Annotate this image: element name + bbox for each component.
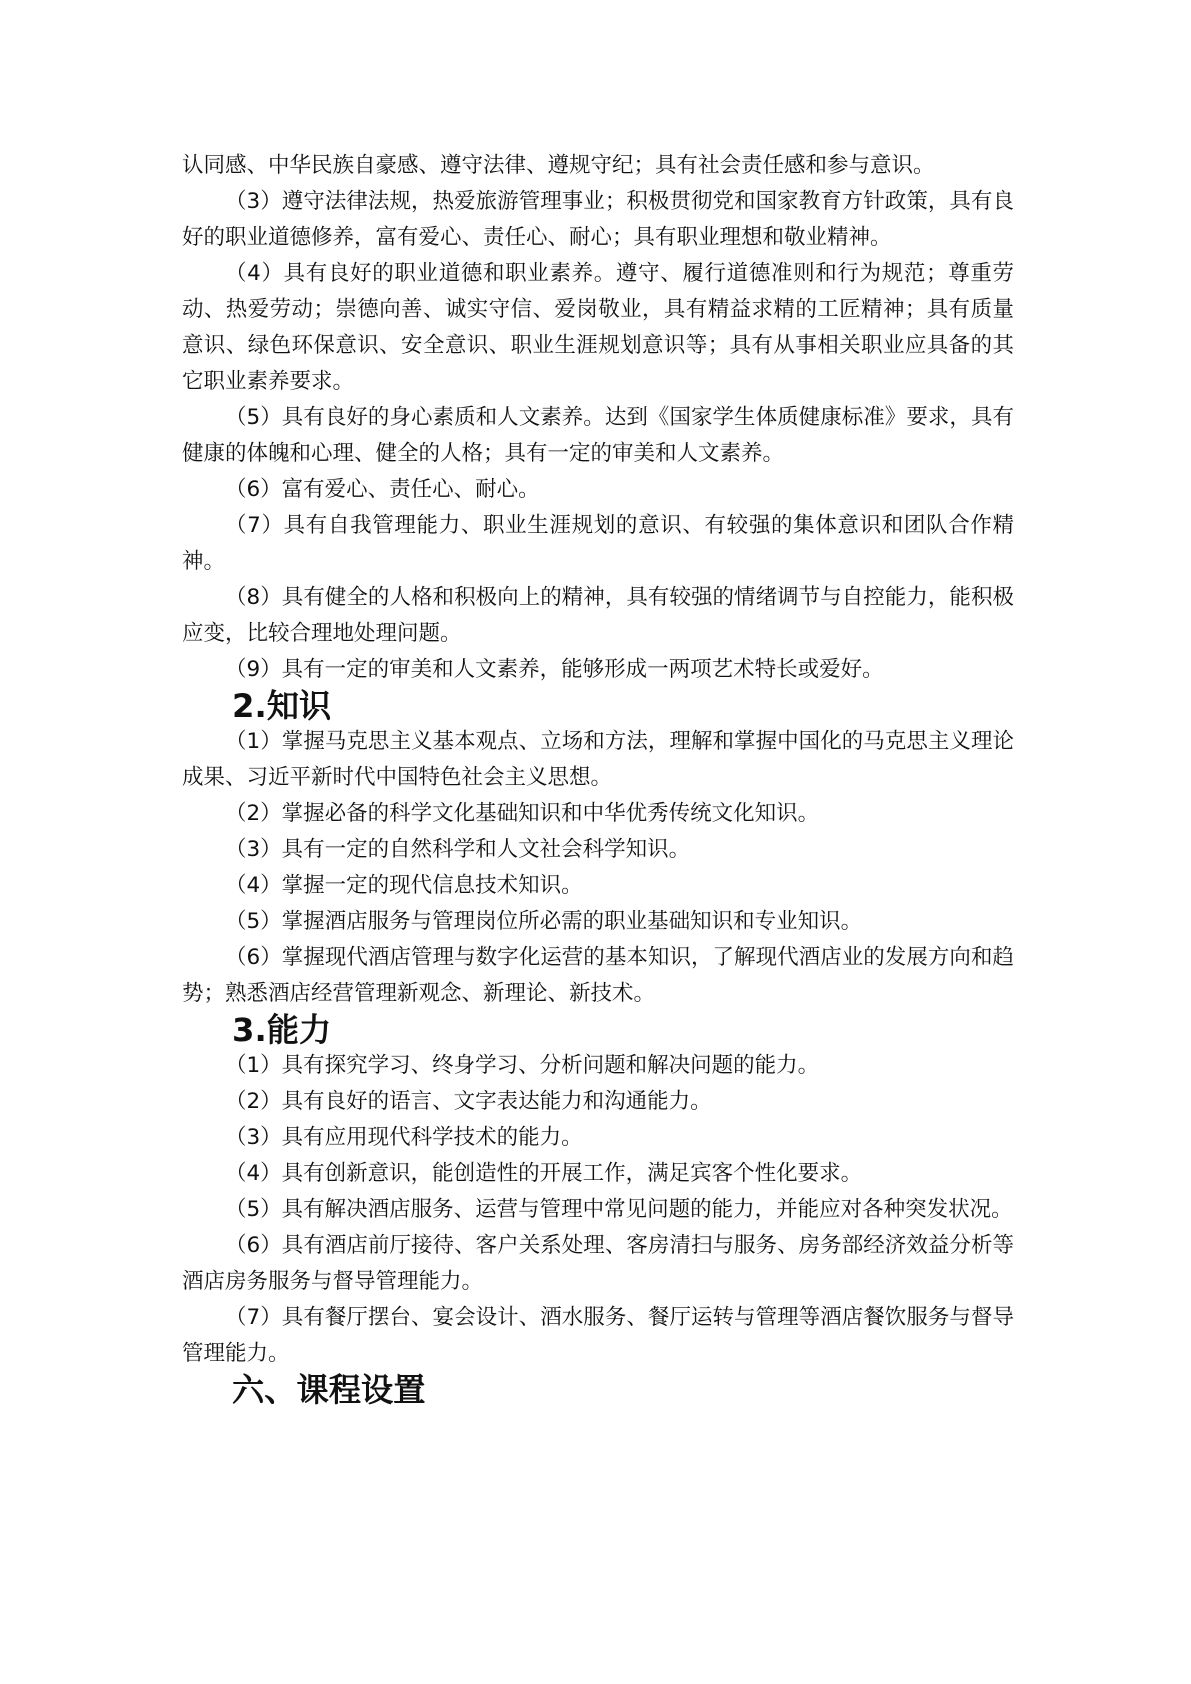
section-heading: 六、课程设置 [232, 1371, 426, 1409]
body-paragraph: （6）具有酒店前厅接待、客户关系处理、客房清扫与服务、房务部经济效益分析等酒店房务服务与督导管理能力。 [182, 1233, 1014, 1294]
body-paragraph: 认同感、中华民族自豪感、遵守法律、遵规守纪；具有社会责任感和参与意识。 [182, 153, 935, 178]
body-paragraph: （5）具有良好的身心素质和人文素养。达到《国家学生体质健康标准》要求，具有健康的体魄和心理、健全的人格；具有一定的审美和人文素养。 [182, 405, 1014, 466]
body-paragraph: （7）具有餐厅摆台、宴会设计、酒水服务、餐厅运转与管理等酒店餐饮服务与督导管理能力。 [182, 1305, 1014, 1366]
body-paragraph: （3）遵守法律法规，热爱旅游管理事业；积极贯彻党和国家教育方针政策，具有良好的职业道德修养，富有爱心、责任心、耐心；具有职业理想和敬业精神。 [182, 189, 1014, 250]
body-paragraph: （6）掌握现代酒店管理与数字化运营的基本知识，了解现代酒店业的发展方向和趋势；熟悉酒店经营管理新观念、新理论、新技术。 [182, 945, 1014, 1006]
body-paragraph: （4）具有创新意识，能创造性的开展工作，满足宾客个性化要求。 [225, 1161, 863, 1186]
section-heading: 3.能力 [232, 1011, 332, 1049]
body-paragraph: （5）掌握酒店服务与管理岗位所必需的职业基础知识和专业知识。 [225, 909, 863, 934]
body-paragraph: （3）具有一定的自然科学和人文社会科学知识。 [225, 837, 691, 862]
body-paragraph: （2）具有良好的语言、文字表达能力和沟通能力。 [225, 1089, 712, 1114]
body-paragraph: （4）掌握一定的现代信息技术知识。 [225, 873, 583, 898]
body-paragraph: （2）掌握必备的科学文化基础知识和中华优秀传统文化知识。 [225, 801, 820, 826]
body-paragraph: （5）具有解决酒店服务、运营与管理中常见问题的能力，并能应对各种突发状况。 [225, 1197, 1013, 1222]
body-paragraph: （1）掌握马克思主义基本观点、立场和方法，理解和掌握中国化的马克思主义理论成果、习近平新时代中国特色社会主义思想。 [182, 729, 1014, 790]
body-paragraph: （3）具有应用现代科学技术的能力。 [225, 1125, 583, 1150]
body-paragraph: （9）具有一定的审美和人文素养，能够形成一两项艺术特长或爱好。 [225, 657, 884, 682]
body-paragraph: （4）具有良好的职业道德和职业素养。遵守、履行道德准则和行为规范；尊重劳动、热爱劳动；崇德向善、诚实守信、爱岗敬业，具有精益求精的工匠精神；具有质量意识、绿色环保意识、安全意识、职业生涯规划意识等；具有从事相关职业应具备的其它职业素养要求。 [182, 261, 1014, 394]
body-paragraph: （7）具有自我管理能力、职业生涯规划的意识、有较强的集体意识和团队合作精神。 [182, 513, 1014, 574]
body-paragraph: （1）具有探究学习、终身学习、分析问题和解决问题的能力。 [225, 1053, 820, 1078]
body-paragraph: （6）富有爱心、责任心、耐心。 [225, 477, 540, 502]
body-paragraph: （8）具有健全的人格和积极向上的精神，具有较强的情绪调节与自控能力，能积极应变，比较合理地处理问题。 [182, 585, 1014, 646]
document-page [182, 148, 1014, 1408]
section-heading: 2.知识 [232, 687, 332, 725]
